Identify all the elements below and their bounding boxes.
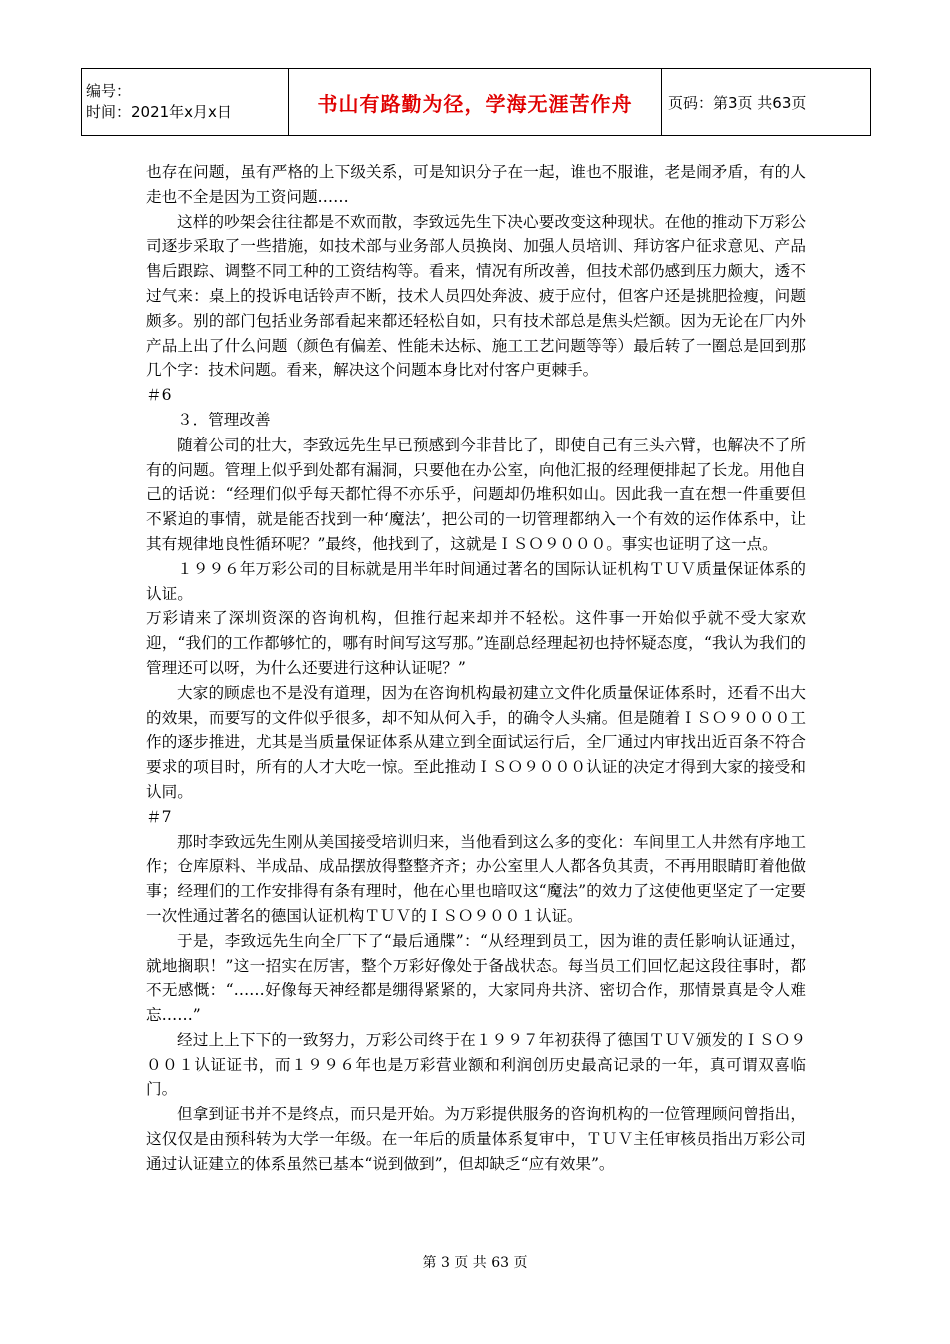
header-motto: 书山有路勤为径，学海无涯苦作舟	[289, 69, 662, 136]
section-marker: ＃7	[146, 807, 172, 826]
document-number-label: 编号：	[86, 82, 132, 100]
section-heading: ３．管理改善	[177, 410, 271, 429]
paragraph: 万彩请来了深圳资深的咨询机构，但推行起来却并不轻松。这件事一开始似乎就不受大家欢迎，“我们的工作都够忙的，哪有时间写这写那。”连副总经理起初也持怀疑态度，“我认为我们的管理还可以呀，为什么还要进行这种认证呢？”	[146, 609, 806, 677]
page-footer: 第 3 页 共 63 页	[422, 1255, 528, 1271]
paragraph: 但拿到证书并不是终点，而只是开始。为万彩提供服务的咨询机构的一位管理顾问曾指出，这仅仅是由预科转为大学一年级。在一年后的质量体系复审中，ＴＵＶ主任审核员指出万彩公司通过认证建立的体系虽然已基本“说到做到”，但却缺乏“应有效果”。	[146, 1105, 806, 1173]
document-date-label: 时间：2021年x月x日	[86, 103, 232, 121]
paragraph: 也存在问题，虽有严格的上下级关系，可是知识分子在一起，谁也不服谁，老是闹矛盾，有的人走也不全是因为工资问题……	[146, 163, 806, 206]
paragraph: １９９６年万彩公司的目标就是用半年时间通过著名的国际认证机构ＴＵＶ质量保证体系的认证。	[146, 559, 806, 603]
page-header	[81, 68, 871, 136]
section-marker: ＃6	[146, 386, 172, 405]
paragraph: 于是，李致远先生向全厂下了“最后通牒”：“从经理到员工，因为谁的责任影响认证通过，就地搁职！”这一招实在厉害，整个万彩好像处于备战状态。每当员工们回忆起这段往事时，都不无感慨：“……好像每天神经都是绷得紧紧的，大家同舟共济、密切合作，那情景真是令人难忘……”	[146, 931, 806, 1025]
paragraph: 随着公司的壮大，李致远先生早已预感到今非昔比了，即使自己有三头六臂，也解决不了所有的问题。管理上似乎到处都有漏洞，只要他在办公室，向他汇报的经理便排起了长龙。用他自己的话说：“经理们似乎每天都忙得不亦乐乎，问题却仍堆积如山。因此我一直在想一件重要但不紧迫的事情，就是能否找到一种‘魔法’，把公司的一切管理都纳入一个有效的运作体系中，让其有规律地良性循环呢？”最终，他找到了，这就是ＩＳＯ９０００。事实也证明了这一点。	[146, 435, 806, 553]
header-meta-cell	[82, 69, 289, 136]
paragraph: 那时李致远先生刚从美国接受培训归来，当他看到这么多的变化：车间里工人井然有序地工作；仓库原料、半成品、成品摆放得整整齐齐；办公室里人人都各负其责，不再用眼睛盯着他做事；经理们的工作安排得有条有理时，他在心里也暗叹这“魔法”的效力了这使他更坚定了一定要一次性通过著名的德国认证机构ＴＵＶ的ＩＳＯ９００１认证。	[146, 832, 806, 925]
header-page-code: 页码：第3页 共63页	[662, 69, 871, 136]
paragraph: 经过上上下下的一致努力，万彩公司终于在１９９７年初获得了德国ＴＵＶ颁发的ＩＳＯ９００１认证证书，而１９９６年也是万彩营业额和利润创历史最高记录的一年，真可谓双喜临门。	[146, 1030, 806, 1099]
document-body	[146, 160, 806, 1177]
paragraph: 这样的吵架会往往都是不欢而散，李致远先生下决心要改变这种现状。在他的推动下万彩公司逐步采取了一些措施，如技术部与业务部人员换岗、加强人员培训、拜访客户征求意见、产品售后跟踪、调整不同工种的工资结构等。看来，情况有所改善，但技术部仍感到压力颇大，透不过气来：桌上的投诉电话铃声不断，技术人员四处奔波、疲于应付，但客户还是挑肥捡瘦，问题颇多。别的部门包括业务部看起来都还轻松自如，只有技术部总是焦头烂额。因为无论在厂内外产品上出了什么问题（颜色有偏差、性能未达标、施工工艺问题等等）最后转了一圈总是回到那几个字：技术问题。看来，解决这个问题本身比对付客户更棘手。	[146, 212, 806, 380]
paragraph: 大家的顾虑也不是没有道理，因为在咨询机构最初建立文件化质量保证体系时，还看不出大的效果，而要写的文件似乎很多，却不知从何入手，的确令人头痛。但是随着ＩＳＯ９０００工作的逐步推进，尤其是当质量保证体系从建立到全面试运行后，全厂通过内审找出近百条不符合要求的项目时，所有的人才大吃一惊。至此推动ＩＳＯ９０００认证的决定才得到大家的接受和认同。	[146, 683, 806, 801]
